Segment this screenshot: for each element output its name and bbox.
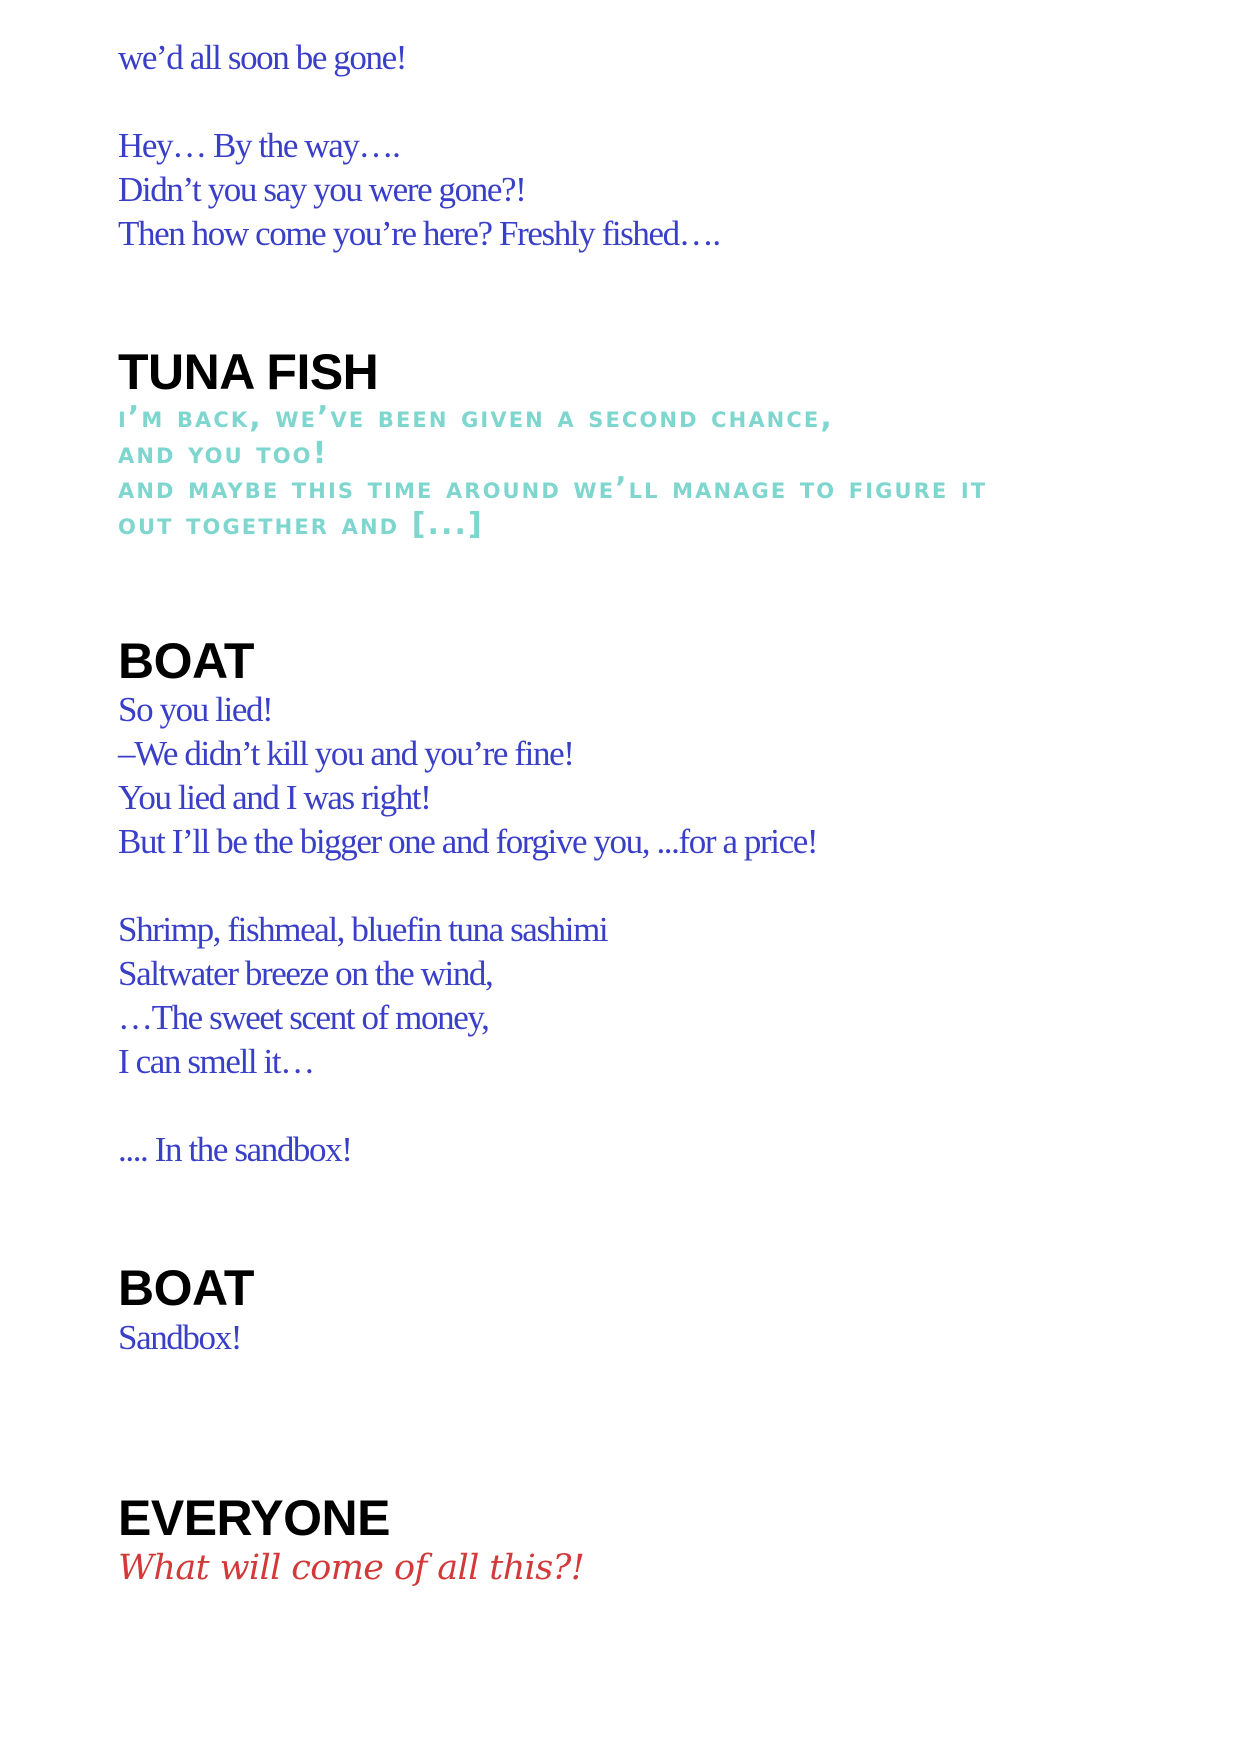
dialogue-line: .... In the sandbox! bbox=[118, 1130, 352, 1169]
speaker-boat: BOAT bbox=[118, 633, 254, 689]
tuna-line: and you too! bbox=[118, 436, 329, 471]
speaker-tuna-fish: TUNA FISH bbox=[118, 344, 379, 400]
dialogue-line: Shrimp, fishmeal, bluefin tuna sashimi bbox=[118, 910, 608, 949]
dialogue-line: You lied and I was right! bbox=[118, 778, 431, 817]
tuna-line: out together and [...] bbox=[118, 507, 484, 542]
speaker-boat: BOAT bbox=[118, 1260, 254, 1316]
dialogue-line: Sandbox! bbox=[118, 1318, 241, 1357]
tuna-line: and maybe this time around we’ll manage to figure it bbox=[118, 471, 988, 506]
speaker-everyone: EVERYONE bbox=[118, 1490, 391, 1546]
dialogue-line: Hey… By the way…. bbox=[118, 126, 400, 165]
dialogue-line: So you lied! bbox=[118, 690, 273, 729]
dialogue-line: But I’ll be the bigger one and forgive you, ...for a price! bbox=[118, 822, 818, 861]
dialogue-line: we’d all soon be gone! bbox=[118, 38, 406, 77]
dialogue-line: Didn’t you say you were gone?! bbox=[118, 170, 526, 209]
dialogue-line: Then how come you’re here? Freshly fished…. bbox=[118, 214, 720, 253]
dialogue-line: I can smell it… bbox=[118, 1042, 314, 1081]
tuna-line: i’m back, we’ve been given a second chance, bbox=[118, 400, 834, 435]
dialogue-line: …The sweet scent of money, bbox=[118, 998, 489, 1037]
dialogue-line: Saltwater breeze on the wind, bbox=[118, 954, 493, 993]
dialogue-line: –We didn’t kill you and you’re fine! bbox=[118, 734, 574, 773]
everyone-line: What will come of all this?! bbox=[118, 1548, 585, 1588]
